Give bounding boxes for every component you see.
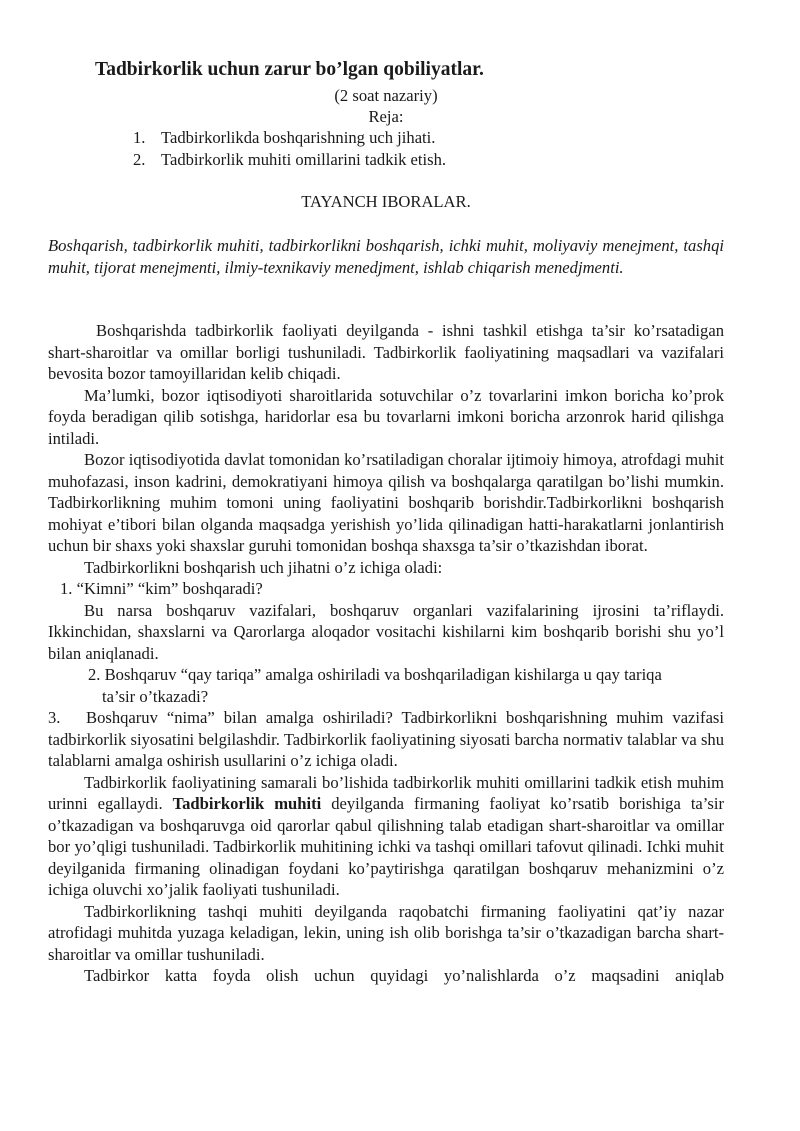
keywords-heading: TAYANCH IBORALAR.	[301, 192, 471, 211]
paragraph: Tadbirkorlikni boshqarish uch jihatni o’z ichiga oladi:	[84, 557, 443, 577]
document-title: Tadbirkorlik uchun zarur bo’lgan qobiliyatlar.	[95, 59, 484, 80]
paragraph: Tadbirkorlikning tashqi muhiti deyilganda raqobatchi firmaning faoliyatini qat’iy nazar atrofidagi muhitda yuzaga keladigan, lekin, uning ish olib borishga ta’sir o’tkazadigan barcha shart-sharoitlar va omillar tushuniladi.	[48, 901, 724, 964]
plan-item	[133, 127, 446, 149]
plan-item-number: 1.	[133, 128, 146, 147]
document-subtitle: (2 soat nazariy)	[334, 86, 438, 105]
paragraph	[48, 772, 724, 901]
list-item-number: 3.	[48, 708, 61, 727]
plan-heading: Reja:	[368, 107, 404, 126]
plan-item	[133, 149, 446, 171]
list-item-text: Boshqaruv “nima” bilan amalga oshiriladi? Tadbirkorlikni boshqarishning muhim vazifasi tadbirkorlik siyosatini belgilashdir. Tadbirkorlik faoliyatining siyosati barcha normativ talablar va shu talablarni amalga oshirish usullarini o’z ichiga oladi.	[48, 708, 724, 770]
paragraph: Ma’lumki, bozor iqtisodiyoti sharoitlarida sotuvchilar o’z tovarlarini imkon boricha ko’prok foyda beradigan qilib sotishga, haridorlar esa bu tovarlarni imkoni boricha arzonrok harid qilishga intiladi.	[48, 385, 724, 448]
paragraph-text: deyilganda firmaning faoliyat ko’rsatib borishiga ta’sir o’tkazadigan va boshqaruvga oid qarorlar qabul qilishning talab etadigan shart-sharoitlar va omillar bor yo’qligi tushuniladi. Tadbirkorlik muhitining ichki va tashqi omillari tafovut qilinadi. Ichki muhit deyilganida firmaning olinadigan foydani ko’paytirishga qaratilgan boshqaruv mehanizmini o’z ichiga oluvchi xo’jalik faoliyati tushuniladi.	[48, 794, 725, 899]
list-item: 1. “Kimni” “kim” boshqaradi?	[60, 579, 263, 598]
list-item	[48, 707, 724, 772]
paragraph: Boshqarishda tadbirkorlik faoliyati deyilganda - ishni tashkil etishga ta’sir ko’rsatadigan shart-sharoitlar va omillar borligi tushuniladi. Tadbirkorlik faoliyatining maqsadlari va vazifalari bevosita bozor tamoyillaridan kelib chiqadi.	[48, 321, 724, 383]
plan-item-text: Tadbirkorlikda boshqarishning uch jihati.	[161, 128, 436, 147]
paragraph: Bozor iqtisodiyotida davlat tomonidan ko’rsatiladigan choralar ijtimoiy himoya, atrofdagi muhit muhofazasi, inson kadrini, demokratiyani himoya qilish va boshqalarga qaratilgan bo’lishi mumkin. Tadbirkorlikning muhim tomoni uning faoliyatini boshqarib borishdir.Tadbirkorlikni boshqarish mohiyat e’tibori bilan olganda maqsadga yerishish yo’lida qilinadigan hatti-harakatlarni jonlantirish uchun bir shaxs yoki shaxslar guruhi tomonidan boshqa shaxsga ta’sir o’tkazishdan iborat.	[48, 450, 724, 555]
plan-list	[133, 127, 446, 170]
bold-term: Tadbirkorlik muhiti	[172, 794, 322, 813]
plan-item-text: Tadbirkorlik muhiti omillarini tadkik etish.	[161, 149, 447, 169]
list-item-text: 2. Boshqaruv “qay tariqa” amalga oshiriladi va boshqariladigan kishilarga u qay tariqa	[88, 665, 662, 684]
paragraph-text: Tadbirkorlik faoliyatining samarali bo’lishida tadbirkorlik muhiti omillarini tadkik etish muhim urinni egallaydi.	[48, 772, 724, 813]
list-item-continuation: ta’sir o’tkazadi?	[102, 686, 209, 706]
paragraph: Tadbirkor katta foyda olish uchun quyidagi yo’nalishlarda o’z maqsadini aniqlab	[84, 966, 724, 985]
body-text	[48, 320, 724, 987]
keywords-paragraph: Boshqarish, tadbirkorlik muhiti, tadbirkorlikni boshqarish, ichki muhit, moliyaviy menejment, tashqi muhit, tijorat menejmenti, ilmiy-texnikaviy menedjment, ishlab chiqarish menedjmenti.	[48, 236, 724, 277]
list-item	[48, 664, 724, 707]
plan-item-number: 2.	[133, 149, 146, 169]
paragraph: Bu narsa boshqaruv vazifalari, boshqaruv organlari vazifalarining ijrosini ta’riflaydi. Ikkinchidan, shaxslarni va Qarorlarga aloqador vositachi kishilarni kim boshqarib borishi shu yo’l bilan aniqlanadi.	[48, 600, 724, 663]
